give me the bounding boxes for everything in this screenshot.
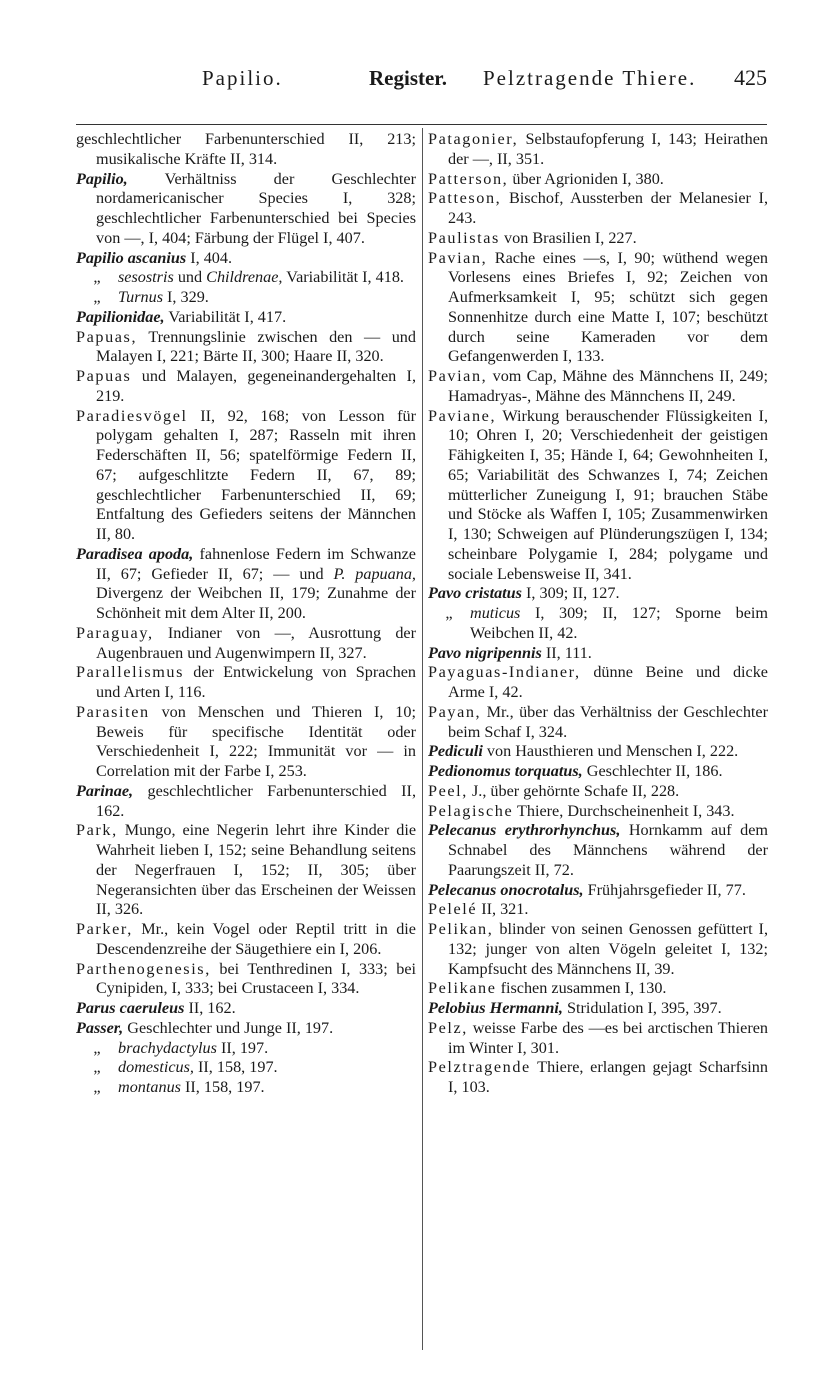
- entry-headword: Park,: [76, 821, 118, 840]
- index-entry: [76, 367, 416, 407]
- entry-text: weisse Farbe des —es bei arctischen Thieren im Winter I, 301.: [448, 1018, 768, 1057]
- ditto-mark: „: [93, 1038, 101, 1057]
- index-entry: [428, 189, 768, 229]
- entry-text: I, 309; II, 127.: [521, 584, 620, 603]
- entry-text: der Entwickelung von Sprachen und Arten I, 116.: [96, 663, 416, 701]
- entry-headword: domesticus,: [118, 1058, 194, 1077]
- entry-headword: Pelecanus onocrotalus,: [428, 880, 584, 899]
- index-entry: [428, 742, 768, 762]
- index-entry: [76, 960, 416, 1000]
- entry-headword: Papuas: [76, 367, 132, 385]
- entry-headword: Pelelé: [428, 900, 478, 919]
- entry-headword: Patagonier,: [428, 130, 519, 148]
- index-entry: [76, 624, 416, 664]
- entry-headword: Parallelismus: [76, 663, 185, 682]
- entry-headword: Parus caeruleus: [76, 999, 185, 1017]
- entry-headword: Parinae,: [76, 781, 134, 800]
- entry-text: Mungo, eine Negerin lehrt ihre Kinder die Wahrheit lieben I, 152; seine Behandlung seitens der Negerfrauen I, 152; II, 305; über Negeransichten über das Erscheinen der Weissen II, 326.: [96, 821, 416, 919]
- index-entry: [76, 308, 416, 328]
- running-head: [76, 60, 767, 96]
- entry-text: Thiere, Durchscheinenheit I, 343.: [513, 801, 735, 820]
- entry-text: I, 404.: [186, 248, 233, 267]
- entry-text: Geschlechter II, 186.: [582, 762, 723, 780]
- index-entry: [428, 604, 768, 644]
- entry-text: bei Tenthredinen I, 333; bei Cynipiden, I, 333; bei Crustaceen I, 334.: [96, 959, 416, 998]
- index-entry: [428, 703, 768, 743]
- index-entry: [76, 130, 416, 170]
- entry-text: II, 321.: [477, 900, 529, 919]
- entry-headword: Pavo nigripennis: [428, 643, 542, 662]
- entry-text: II, 92, 168; von Lesson für polygam gehalten I, 287; Rasseln mit ihren Federschäften II, 56; spatelförmige Federn II, 67; aufgeschlitzte Federn II, 67, 89; geschlechtlicher Farbenunterschied II, 69; Entfaltung des Gefieders seitens der Männchen II, 80.: [96, 406, 416, 543]
- index-entry: [76, 1058, 416, 1078]
- entry-headword: Pelz,: [428, 1018, 468, 1037]
- ditto-mark: „: [93, 1058, 101, 1077]
- index-entry: [76, 999, 416, 1019]
- entry-text: II, 111.: [541, 643, 592, 662]
- index-entry: [428, 802, 768, 822]
- entry-headword: Patteson,: [428, 189, 502, 208]
- entry-headword: Peel,: [428, 781, 468, 800]
- header-right-keyword: Pelztragende Thiere.: [483, 66, 697, 90]
- entry-text: Variabilität I, 417.: [164, 307, 287, 326]
- index-entry: [428, 1019, 768, 1059]
- entry-headword: Pelztragende: [428, 1058, 531, 1077]
- index-entry: [76, 821, 416, 920]
- entry-headword: Payan,: [428, 702, 482, 721]
- page-number: 425: [734, 65, 767, 90]
- ditto-mark: „: [445, 604, 453, 622]
- entry-headword: Patterson,: [428, 169, 509, 188]
- entry-headword: Pelikan,: [428, 920, 494, 938]
- entry-text: fahnenlose Federn im Schwanze II, 67; Gefieder II, 67; — und: [96, 544, 416, 583]
- index-entry: [428, 999, 768, 1019]
- entry-text: J., über gehörnte Schafe II, 228.: [467, 781, 680, 800]
- index-entry: [428, 584, 768, 604]
- index-entry: [428, 367, 768, 407]
- entry-text: Divergenz der Weibchen II, 179; Zunahme der Schönheit mit dem Alter II, 200.: [96, 584, 416, 622]
- entry-text: Mr., kein Vogel oder Reptil tritt in die Descendenzreihe der Säugethiere ein I, 206.: [96, 920, 416, 958]
- entry-text: und: [173, 268, 207, 287]
- entry-headword: Pelecanus erythrorhynchus,: [428, 821, 621, 840]
- entry-headword: Parthenogenesis,: [76, 959, 211, 978]
- entry-headword: sesostris: [118, 268, 174, 287]
- index-entry: [428, 1058, 768, 1098]
- entry-text: I, 309; II, 127; Sporne beim Weibchen II, 42.: [470, 604, 768, 642]
- index-entry: [428, 644, 768, 664]
- entry-text: II, 197.: [216, 1038, 269, 1057]
- entry-text: von Menschen und Thieren I, 10; Beweis für specifische Identität oder Verschiedenheit I, 222; Immunität vor — in Correlation mit der Farbe I, 253.: [96, 702, 416, 780]
- entry-headword: P. papuana,: [333, 564, 416, 583]
- entry-headword: Pavo cristatus: [428, 584, 522, 603]
- index-entry: [428, 881, 768, 901]
- index-entry: [76, 545, 416, 624]
- entry-headword: Papuas,: [76, 327, 138, 346]
- index-entry: [428, 130, 768, 170]
- index-entry: [76, 268, 416, 288]
- ditto-mark: „: [93, 288, 101, 306]
- column-divider: [422, 128, 423, 1350]
- entry-text: geschlechtlicher Farbenunterschied II, 162.: [96, 781, 416, 820]
- entry-headword: Parker,: [76, 920, 133, 938]
- entry-text: Trennungslinie zwischen den — und Malayen I, 221; Bärte II, 300; Haare II, 320.: [96, 327, 416, 366]
- index-entry: [76, 782, 416, 822]
- header-rule: [76, 124, 767, 125]
- index-entry: [428, 900, 768, 920]
- entry-headword: Pavian,: [428, 367, 488, 385]
- header-left-keyword: Papilio.: [202, 66, 283, 90]
- entry-headword: brachydactylus: [118, 1038, 217, 1057]
- index-entry: [76, 920, 416, 960]
- entry-text: über Agrioniden I, 380.: [508, 169, 664, 188]
- entry-headword: Pavian,: [428, 248, 488, 267]
- index-entry: [76, 1019, 416, 1039]
- index-entry: [76, 170, 416, 249]
- entry-text: Geschlechter und Junge II, 197.: [123, 1018, 334, 1037]
- entry-text: Variabilität I, 418.: [282, 268, 404, 287]
- index-entry: [76, 1078, 416, 1098]
- index-entry: [76, 407, 416, 545]
- entry-headword: Pelikane: [428, 979, 497, 998]
- entry-headword: Parasiten: [76, 702, 150, 721]
- index-entry: [428, 407, 768, 585]
- entry-text: Frühjahrsgefieder II, 77.: [583, 880, 746, 899]
- entry-text: II, 158, 197.: [180, 1078, 265, 1096]
- entry-headword: Paradisea apoda,: [76, 544, 194, 563]
- entry-text: Thiere, erlangen gejagt Scharfsinn I, 103.: [448, 1058, 768, 1096]
- entry-text: und Malayen, gegeneinandergehalten I, 219.: [96, 367, 416, 405]
- entry-text: Indianer von —, Ausrottung der Augenbrauen und Augenwimpern II, 327.: [96, 623, 416, 662]
- index-entry: [76, 288, 416, 308]
- ditto-mark: „: [93, 268, 101, 287]
- entry-headword: Papilio,: [76, 169, 128, 188]
- entry-text: II, 162.: [184, 999, 236, 1017]
- index-entry: [76, 703, 416, 782]
- entry-headword: Pelobius Hermanni,: [428, 999, 563, 1017]
- entry-text: Selbstaufopferung I, 143; Heirathen der —, II, 351.: [448, 130, 768, 168]
- entry-headword: Papilionidae,: [76, 307, 165, 326]
- index-entry: [428, 249, 768, 368]
- entry-headword: Paradiesvögel: [76, 406, 188, 425]
- entry-headword: Paviane,: [428, 406, 497, 425]
- index-entry: [428, 663, 768, 703]
- entry-headword: Pelagische: [428, 801, 514, 820]
- entry-text: geschlechtlicher Farbenunterschied II, 213; musikalische Kräfte II, 314.: [76, 130, 416, 168]
- entry-headword: Pedionomus torquatus,: [428, 762, 583, 780]
- index-entry: [428, 782, 768, 802]
- index-column-left: [76, 130, 416, 1098]
- index-entry: [428, 821, 768, 880]
- entry-headword: Passer,: [76, 1018, 124, 1037]
- entry-text: von Brasilien I, 227.: [499, 228, 637, 247]
- entry-text: von Hausthieren und Menschen I, 222.: [482, 742, 739, 761]
- entry-headword: Pediculi: [428, 742, 483, 761]
- index-entry: [428, 170, 768, 190]
- entry-text: dünne Beine und dicke Arme I, 42.: [448, 663, 768, 701]
- entry-text: Verhältniss der Geschlechter nordamericanischer Species I, 328; geschlechtlicher Farbenunterschied bei Species von —, I, 404; Färbung der Flügel I, 407.: [96, 169, 416, 247]
- entry-headword: Paulistas: [428, 228, 500, 247]
- entry-text: I, 329.: [163, 288, 209, 306]
- entry-headword: Childrenae,: [206, 268, 283, 287]
- index-entry: [428, 229, 768, 249]
- entry-headword: muticus: [470, 604, 521, 622]
- entry-headword: Papilio ascanius: [76, 248, 187, 267]
- index-column-right: [428, 130, 768, 1098]
- index-entry: [428, 979, 768, 999]
- entry-headword: Payaguas-Indianer,: [428, 663, 581, 682]
- entry-text: fischen zusammen I, 130.: [496, 979, 667, 998]
- entry-text: vom Cap, Mähne des Männchens II, 249; Hamadryas-, Mähne des Männchens II, 249.: [448, 367, 768, 405]
- entry-text: Wirkung berauschender Flüssigkeiten I, 10; Ohren I, 20; Verschiedenheit der geistigen Fähigkeiten I, 35; Hände I, 64; Gewohnheiten I, 65; Variabilität des Schwanzes I, 74; Zeichen mütterlicher Zuneigung I, 91; brauchen Stäbe und Stöcke als Waffen I, 105; Zusammenwirken I, 130; Schweigen auf Plünderungszügen I, 134; scheinbare Polygamie I, 284; polygame und sociale Lebensweise II, 341.: [448, 406, 768, 583]
- entry-text: Hornkamm auf dem Schnabel des Männchens während der Paarungszeit II, 72.: [448, 821, 768, 879]
- index-entry: [76, 663, 416, 703]
- header-section-title: Register.: [369, 66, 447, 90]
- ditto-mark: „: [93, 1078, 101, 1096]
- entry-headword: Paraguay,: [76, 623, 154, 642]
- index-entry: [76, 328, 416, 368]
- entry-text: blinder von seinen Genossen gefüttert I, 132; junger von alten Vögeln geleitet I, 132; Kampfsucht des Männchens II, 39.: [448, 920, 768, 978]
- entry-text: Rache eines —s, I, 90; wüthend wegen Vorlesens eines Briefes I, 92; Zeichen von Aufmerksamkeit I, 95; schützt sich gegen Sonnenhitze durch eine Matte I, 107; beschützt durch seine Kameraden vor dem Gefangenwerden I, 133.: [448, 248, 768, 366]
- entry-text: Stridulation I, 395, 397.: [562, 999, 722, 1017]
- entry-text: Mr., über das Verhältniss der Geschlechter beim Schaf I, 324.: [448, 702, 768, 741]
- index-entry: [428, 920, 768, 979]
- entry-headword: Turnus: [118, 288, 163, 306]
- index-entry: [76, 1039, 416, 1059]
- entry-text: II, 158, 197.: [193, 1058, 278, 1077]
- index-entry: [428, 762, 768, 782]
- index-entry: [76, 249, 416, 269]
- entry-text: Bischof, Aussterben der Melanesier I, 243.: [448, 189, 768, 227]
- entry-headword: montanus: [118, 1078, 181, 1096]
